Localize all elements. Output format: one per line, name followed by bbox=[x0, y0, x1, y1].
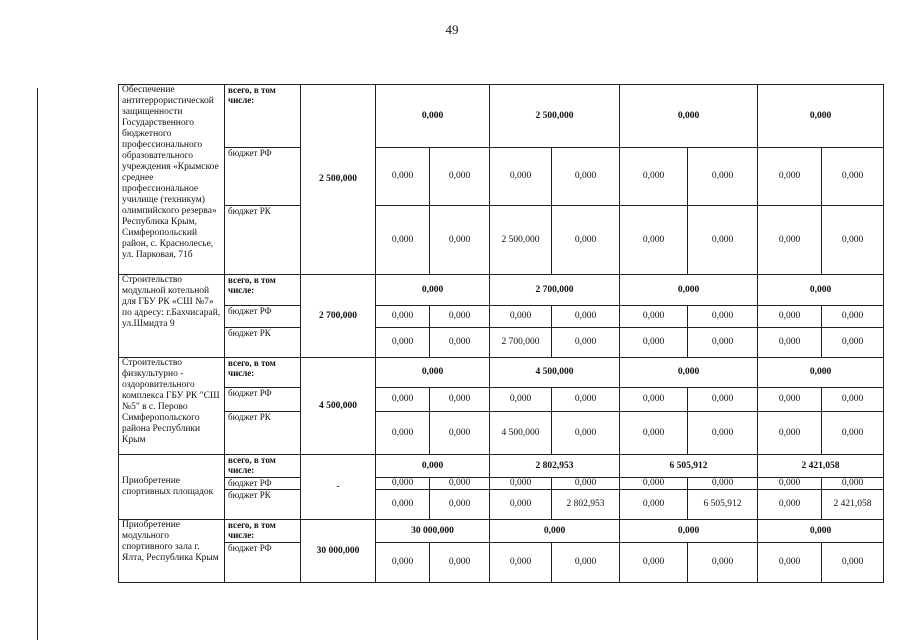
value-cell: 0,000 bbox=[430, 206, 490, 275]
measure-name: Приобретение спортивных площадок bbox=[119, 455, 225, 520]
measure-total: 2 700,000 bbox=[301, 275, 376, 358]
source-label: бюджет РК bbox=[225, 490, 301, 520]
value-cell: 2 802,953 bbox=[552, 490, 620, 520]
year-total: 0,000 bbox=[758, 85, 884, 148]
value-cell: 0,000 bbox=[758, 306, 822, 328]
value-cell: 0,000 bbox=[688, 328, 758, 358]
value-cell: 0,000 bbox=[822, 328, 884, 358]
value-cell: 0,000 bbox=[822, 206, 884, 275]
year-total: 2 500,000 bbox=[490, 85, 620, 148]
value-cell: 0,000 bbox=[430, 490, 490, 520]
year-total: 0,000 bbox=[376, 455, 490, 478]
year-total: 2 421,058 bbox=[758, 455, 884, 478]
value-cell: 0,000 bbox=[430, 306, 490, 328]
value-cell: 0,000 bbox=[758, 206, 822, 275]
page-number: 49 bbox=[445, 22, 459, 37]
table-row bbox=[119, 520, 884, 543]
year-total: 2 802,953 bbox=[490, 455, 620, 478]
value-cell: 0,000 bbox=[620, 206, 688, 275]
value-cell: 0,000 bbox=[376, 306, 430, 328]
value-cell: 0,000 bbox=[490, 388, 552, 412]
year-total: 0,000 bbox=[376, 358, 490, 388]
table-row bbox=[119, 543, 884, 583]
value-cell: 0,000 bbox=[552, 306, 620, 328]
year-total: 0,000 bbox=[376, 275, 490, 306]
value-cell: 0,000 bbox=[490, 543, 552, 583]
value-cell: 0,000 bbox=[552, 478, 620, 490]
value-cell: 0,000 bbox=[490, 306, 552, 328]
value-cell: 0,000 bbox=[620, 478, 688, 490]
value-cell: 0,000 bbox=[552, 148, 620, 206]
table-row bbox=[119, 388, 884, 412]
source-label: бюджет РФ bbox=[225, 306, 301, 328]
value-cell: 0,000 bbox=[758, 328, 822, 358]
year-total: 0,000 bbox=[758, 275, 884, 306]
value-cell: 0,000 bbox=[822, 543, 884, 583]
value-cell: 0,000 bbox=[758, 412, 822, 455]
measure-total: - bbox=[301, 455, 376, 520]
value-cell: 0,000 bbox=[376, 328, 430, 358]
value-cell: 0,000 bbox=[376, 148, 430, 206]
table-row bbox=[119, 206, 884, 275]
value-cell: 0,000 bbox=[758, 543, 822, 583]
year-total: 0,000 bbox=[758, 520, 884, 543]
value-cell: 0,000 bbox=[758, 388, 822, 412]
source-label: всего, в том числе: bbox=[225, 85, 301, 148]
source-label: всего, в том числе: bbox=[225, 275, 301, 306]
value-cell: 0,000 bbox=[758, 148, 822, 206]
year-total: 0,000 bbox=[376, 85, 490, 148]
value-cell: 0,000 bbox=[822, 148, 884, 206]
source-label: бюджет РФ bbox=[225, 543, 301, 583]
value-cell: 0,000 bbox=[758, 478, 822, 490]
measure-name: Строительство физкультурно - оздоровительного комплекса ГБУ РК "СШ №5" в с. Перово Симферопольского района Республики Крым bbox=[119, 358, 225, 455]
year-total: 6 505,912 bbox=[620, 455, 758, 478]
value-cell: 0,000 bbox=[552, 328, 620, 358]
measure-name: Приобретение модульного спортивного зала г. Ялта, Республика Крым bbox=[119, 520, 225, 583]
table-row bbox=[119, 328, 884, 358]
value-cell: 0,000 bbox=[552, 412, 620, 455]
table-row bbox=[119, 478, 884, 490]
value-cell: 0,000 bbox=[688, 148, 758, 206]
value-cell: 0,000 bbox=[620, 388, 688, 412]
year-total: 0,000 bbox=[620, 275, 758, 306]
year-total: 30 000,000 bbox=[376, 520, 490, 543]
value-cell: 0,000 bbox=[758, 490, 822, 520]
source-label: всего, в том числе: bbox=[225, 520, 301, 543]
table-row bbox=[119, 455, 884, 478]
value-cell: 0,000 bbox=[430, 412, 490, 455]
measure-total: 4 500,000 bbox=[301, 358, 376, 455]
value-cell: 0,000 bbox=[620, 306, 688, 328]
value-cell: 0,000 bbox=[376, 388, 430, 412]
value-cell: 0,000 bbox=[376, 490, 430, 520]
value-cell: 2 700,000 bbox=[490, 328, 552, 358]
value-cell: 0,000 bbox=[376, 412, 430, 455]
value-cell: 0,000 bbox=[688, 543, 758, 583]
table-row bbox=[119, 148, 884, 206]
value-cell: 0,000 bbox=[620, 148, 688, 206]
value-cell: 0,000 bbox=[822, 412, 884, 455]
year-total: 0,000 bbox=[620, 85, 758, 148]
value-cell: 0,000 bbox=[430, 328, 490, 358]
value-cell: 4 500,000 bbox=[490, 412, 552, 455]
value-cell: 0,000 bbox=[688, 388, 758, 412]
source-label: бюджет РФ bbox=[225, 478, 301, 490]
value-cell: 0,000 bbox=[490, 478, 552, 490]
year-total: 0,000 bbox=[490, 520, 620, 543]
value-cell: 0,000 bbox=[620, 543, 688, 583]
value-cell: 0,000 bbox=[688, 306, 758, 328]
table-row bbox=[119, 306, 884, 328]
table-row bbox=[119, 275, 884, 306]
measure-total: 2 500,000 bbox=[301, 85, 376, 275]
source-label: всего, в том числе: bbox=[225, 455, 301, 478]
table-row bbox=[119, 85, 884, 148]
measure-total: 30 000,000 bbox=[301, 520, 376, 583]
year-total: 0,000 bbox=[620, 520, 758, 543]
margin-line bbox=[37, 88, 38, 640]
value-cell: 6 505,912 bbox=[688, 490, 758, 520]
value-cell: 0,000 bbox=[490, 490, 552, 520]
value-cell: 0,000 bbox=[620, 328, 688, 358]
value-cell: 2 500,000 bbox=[490, 206, 552, 275]
value-cell: 0,000 bbox=[376, 478, 430, 490]
value-cell: 0,000 bbox=[552, 206, 620, 275]
table-row bbox=[119, 412, 884, 455]
value-cell: 0,000 bbox=[376, 206, 430, 275]
value-cell: 0,000 bbox=[430, 478, 490, 490]
source-label: бюджет РК bbox=[225, 328, 301, 358]
table-row bbox=[119, 358, 884, 388]
source-label: бюджет РК bbox=[225, 206, 301, 275]
year-total: 0,000 bbox=[758, 358, 884, 388]
value-cell: 0,000 bbox=[552, 543, 620, 583]
source-label: бюджет РФ bbox=[225, 388, 301, 412]
value-cell: 0,000 bbox=[688, 478, 758, 490]
source-label: всего, в том числе: bbox=[225, 358, 301, 388]
year-total: 2 700,000 bbox=[490, 275, 620, 306]
year-total: 4 500,000 bbox=[490, 358, 620, 388]
value-cell: 0,000 bbox=[620, 490, 688, 520]
value-cell: 0,000 bbox=[822, 306, 884, 328]
measure-name: Обеспечение антитеррористической защищенности Государственного бюджетного профессионального образовательного учреждения «Крымское среднее профессиональное училище (техникум) олимпийского резерва» Республика Крым, Симферопольский район, с. Краснолесье, ул. Парковая, 71б bbox=[119, 85, 225, 275]
value-cell: 2 421,058 bbox=[822, 490, 884, 520]
value-cell: 0,000 bbox=[490, 148, 552, 206]
source-label: бюджет РФ bbox=[225, 148, 301, 206]
table-row bbox=[119, 490, 884, 520]
value-cell: 0,000 bbox=[688, 412, 758, 455]
value-cell: 0,000 bbox=[822, 388, 884, 412]
value-cell: 0,000 bbox=[430, 388, 490, 412]
value-cell: 0,000 bbox=[688, 206, 758, 275]
value-cell: 0,000 bbox=[430, 148, 490, 206]
value-cell: 0,000 bbox=[430, 543, 490, 583]
funding-table bbox=[118, 84, 884, 583]
value-cell: 0,000 bbox=[376, 543, 430, 583]
value-cell: 0,000 bbox=[620, 412, 688, 455]
measure-name: Строительство модульной котельной для ГБУ РК «СШ №7» по адресу: г.Бахчисарай, ул.Шмидта 9 bbox=[119, 275, 225, 358]
year-total: 0,000 bbox=[620, 358, 758, 388]
source-label: бюджет РК bbox=[225, 412, 301, 455]
value-cell: 0,000 bbox=[552, 388, 620, 412]
value-cell: 0,000 bbox=[822, 478, 884, 490]
